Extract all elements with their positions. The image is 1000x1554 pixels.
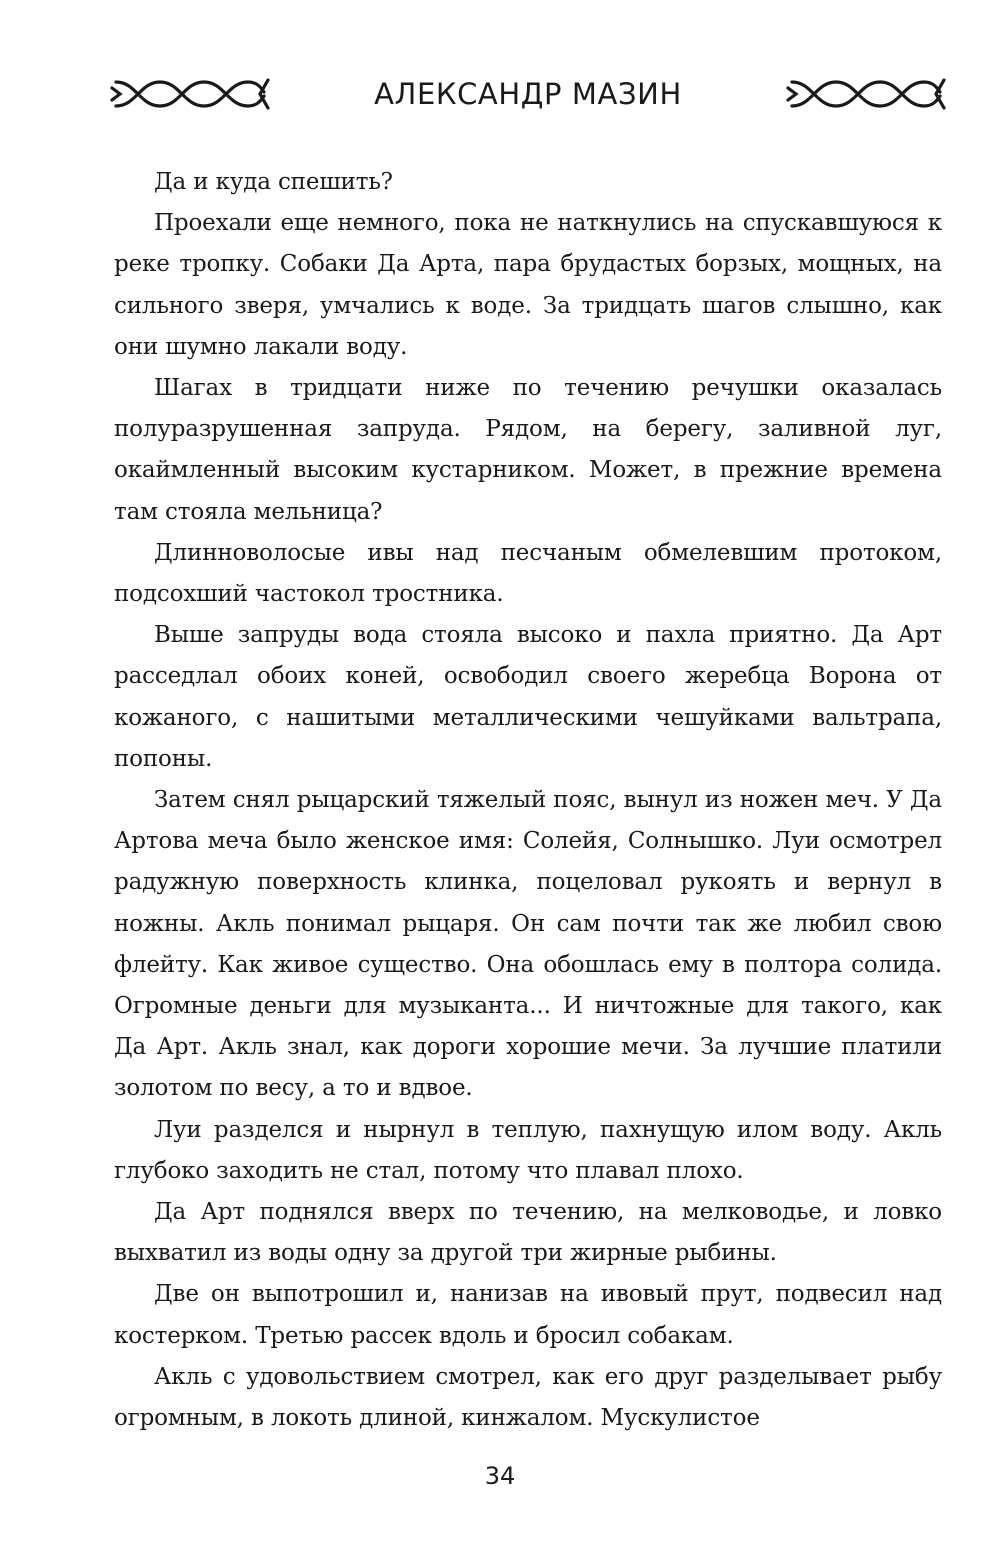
running-head-author: АЛЕКСАНДР МАЗИН [374, 77, 682, 111]
paragraph: Акль с удовольствием смотрел, как его друг разделывает рыбу огромным, в локоть длиной, кинжалом. Мускулистое [114, 1363, 942, 1432]
page-number: 34 [484, 1462, 516, 1490]
paragraph: Две он выпотрошил и, нанизав на ивовый прут, подвесил над костерком. Третью рассек вдоль и бросил собакам. [114, 1281, 942, 1349]
paragraph: Да и куда спешить? [154, 169, 393, 195]
paragraph: Да Арт поднялся вверх по течению, на мелководье, и ловко выхватил из воды одну за другой три жирные рыбины. [114, 1199, 942, 1267]
paragraph: Затем снял рыцарский тяжелый пояс, вынул из ножен меч. У Да Артова меча было женское имя: Солейя, Солнышко. Луи осмотрел радужную поверхность клинка, поцеловал рукоять и вернул в ножны. Акль понимал рыцаря. Он сам почти так же любил свою флейту. Как живое существо. Она обошлась ему в полтора солида. Огромные деньги для музыканта... И ничтожные для такого, как Да Арт. Акль знал, как дороги хорошие мечи. За лучшие платили золотом по весу, а то и вдвое. [114, 787, 942, 1102]
paragraph: Выше запруды вода стояла высоко и пахла приятно. Да Арт расседлал обоих коней, освободил своего жеребца Ворона от кожаного, с нашитыми металлическими чешуйками вальтрапа, попоны. [114, 622, 942, 772]
paragraph: Шагах в тридцати ниже по течению речушки оказалась полуразрушенная запруда. Рядом, на берегу, заливной луг, окаймленный высоким кустарником. Может, в прежние времена там стояла мельница? [114, 375, 942, 525]
paragraph: Длинноволосые ивы над песчаным обмелевшим протоком, подсохший частокол тростника. [114, 539, 942, 608]
body-text [114, 162, 942, 1439]
paragraph: Проехали еще немного, пока не наткнулись на спускавшуюся к реке тропку. Собаки Да Арта, пара брудастых борзых, мощных, на сильного зверя, умчались к воде. За тридцать шагов слышно, как они шумно лакали воду. [114, 210, 942, 360]
page-header [110, 66, 946, 122]
paragraph: Луи разделся и нырнул в теплую, пахнущую илом воду. Акль глубоко заходить не стал, потому что плавал плохо. [114, 1116, 942, 1184]
braided-knot-ornament-icon [786, 74, 946, 114]
